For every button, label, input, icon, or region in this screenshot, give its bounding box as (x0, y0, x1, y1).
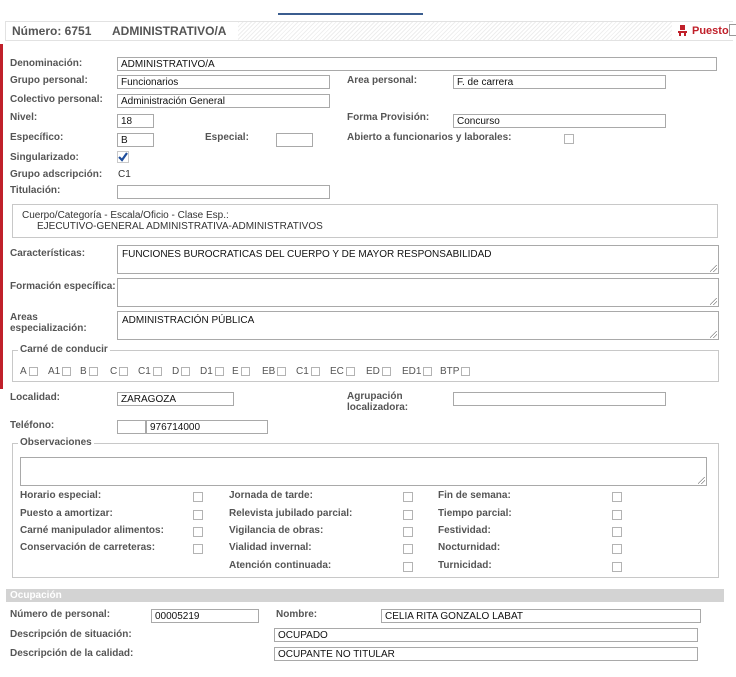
observacion-option-label: Atención continuada: (229, 560, 332, 571)
observacion-option-checkbox[interactable] (403, 510, 413, 520)
observacion-option-checkbox[interactable] (193, 492, 203, 502)
ocupacion-heading: Ocupación (10, 590, 62, 601)
puesto-checkbox[interactable] (729, 24, 736, 36)
area-personal-field[interactable]: F. de carrera (453, 75, 666, 89)
nivel-field[interactable]: 18 (117, 114, 154, 128)
nivel-label: Nivel: (10, 112, 38, 123)
carnet-checkbox[interactable] (215, 367, 224, 376)
singularizado-checkbox[interactable] (117, 151, 129, 163)
areas-textarea[interactable] (117, 311, 719, 340)
grupo-adscripcion-label: Grupo adscripción: (10, 169, 103, 180)
observacion-option-label: Turnicidad: (438, 560, 492, 571)
caracteristicas-textarea[interactable] (117, 245, 719, 274)
forma-provision-label: Forma Provisión: (347, 112, 430, 123)
titulacion-field[interactable] (117, 185, 330, 199)
observacion-option-label: Nocturnidad: (438, 542, 501, 553)
carnet-option (296, 366, 320, 377)
carnet-option (48, 366, 71, 377)
areas-label-line2: especialización: (10, 323, 87, 334)
observacion-option-label: Relevista jubilado parcial: (229, 508, 353, 519)
carnet-checkbox[interactable] (62, 367, 71, 376)
carnet-checkbox[interactable] (346, 367, 355, 376)
nombre-label: Nombre: (276, 609, 318, 620)
carnet-option-label: B (80, 366, 87, 377)
denominacion-field[interactable]: ADMINISTRATIVO/A (117, 57, 717, 71)
carnet-option-label: ED1 (402, 366, 422, 377)
puesto-link[interactable]: Puesto (692, 25, 729, 37)
carnet-legend: Carné de conducir (20, 344, 108, 355)
carnet-option-label: C1 (296, 366, 309, 377)
observacion-option-checkbox[interactable] (403, 527, 413, 537)
carnet-option (110, 366, 128, 377)
area-personal-label: Area personal: (347, 75, 418, 86)
header-number: Número: 6751 (12, 24, 92, 38)
titulacion-label: Titulación: (10, 185, 61, 196)
carnet-option-label: A1 (48, 366, 61, 377)
carnet-option (172, 366, 190, 377)
carnet-checkbox[interactable] (311, 367, 320, 376)
carnet-option-label: D1 (200, 366, 213, 377)
carnet-checkbox[interactable] (89, 367, 98, 376)
carnet-option (440, 366, 470, 377)
localidad-field[interactable]: ZARAGOZA (117, 392, 234, 406)
carnet-checkbox[interactable] (119, 367, 128, 376)
telefono-prefix-field[interactable] (117, 420, 146, 434)
grupo-personal-label: Grupo personal: (10, 75, 88, 86)
resize-grip-icon[interactable] (710, 331, 717, 338)
carnet-option-label: C (110, 366, 118, 377)
formacion-label: Formación específica: (10, 281, 116, 292)
grupo-personal-field[interactable]: Funcionarios (117, 75, 330, 89)
observacion-option-label: Vigilancia de obras: (229, 525, 324, 536)
observacion-option-label: Horario especial: (20, 490, 102, 501)
situacion-field[interactable]: OCUPADO (274, 628, 698, 642)
abierto-label: Abierto a funcionarios y laborales: (347, 132, 512, 143)
carnet-checkbox[interactable] (461, 367, 470, 376)
carnet-checkbox[interactable] (241, 367, 250, 376)
puesto-icon[interactable] (678, 25, 687, 36)
carnet-option (330, 366, 355, 377)
areas-text: ADMINISTRACIÓN PÚBLICA (122, 315, 255, 326)
observacion-option-checkbox[interactable] (403, 562, 413, 572)
carnet-checkbox[interactable] (382, 367, 391, 376)
observacion-option-checkbox[interactable] (612, 510, 622, 520)
abierto-checkbox[interactable] (564, 134, 574, 144)
areas-label-line1: Areas (10, 312, 38, 323)
numero-personal-field[interactable]: 00005219 (151, 609, 259, 623)
observacion-option-checkbox[interactable] (403, 544, 413, 554)
carnet-option (232, 366, 250, 377)
carnet-option-label: EB (262, 366, 276, 377)
grupo-adscripcion-value: C1 (118, 169, 131, 180)
carnet-checkbox[interactable] (423, 367, 432, 376)
left-accent-bar (0, 44, 3, 389)
carnet-option (262, 366, 286, 377)
caracteristicas-label: Características: (10, 248, 86, 259)
carnet-option-label: C1 (138, 366, 151, 377)
especifico-field[interactable]: B (117, 133, 154, 147)
observacion-option-label: Vialidad invernal: (229, 542, 312, 553)
especifico-label: Específico: (10, 132, 64, 143)
carnet-option-label: ED (366, 366, 380, 377)
carnet-option-label: D (172, 366, 180, 377)
especial-label: Especial: (205, 132, 249, 143)
agrupacion-label-line2: localizadora: (347, 402, 409, 413)
observacion-option-label: Tiempo parcial: (438, 508, 512, 519)
observacion-option-checkbox[interactable] (612, 562, 622, 572)
singularizado-label: Singularizado: (10, 152, 79, 163)
observacion-option-checkbox[interactable] (193, 527, 203, 537)
observaciones-textarea[interactable] (20, 457, 707, 486)
header-bar (0, 0, 736, 42)
formacion-textarea[interactable] (117, 278, 719, 307)
colectivo-field[interactable]: Administración General (117, 94, 330, 108)
resize-grip-icon[interactable] (710, 265, 717, 272)
carnet-option-label: A (20, 366, 27, 377)
agrupacion-field[interactable] (453, 392, 666, 406)
localidad-label: Localidad: (10, 392, 61, 403)
carnet-checkbox[interactable] (181, 367, 190, 376)
especial-field[interactable] (276, 133, 313, 147)
denominacion-label: Denominación: (10, 58, 83, 69)
carnet-option (200, 366, 224, 377)
caracteristicas-text: FUNCIONES BUROCRATICAS DEL CUERPO Y DE MAYOR RESPONSABILIDAD (122, 249, 492, 260)
observacion-option-checkbox[interactable] (612, 544, 622, 554)
observacion-option-checkbox[interactable] (612, 527, 622, 537)
observacion-option-label: Festividad: (438, 525, 491, 536)
carnet-option-label: E (232, 366, 239, 377)
carnet-option (20, 366, 38, 377)
observacion-option-label: Carné manipulador alimentos: (20, 525, 164, 536)
telefono-field[interactable]: 976714000 (146, 420, 268, 434)
agrupacion-label-line1: Agrupación (347, 391, 403, 402)
observacion-option-label: Conservación de carreteras: (20, 542, 156, 553)
nombre-field[interactable]: CELIA RITA GONZALO LABAT (381, 609, 701, 623)
resize-grip-icon[interactable] (698, 477, 705, 484)
telefono-label: Teléfono: (10, 420, 55, 431)
resize-grip-icon[interactable] (710, 298, 717, 305)
carnet-checkbox[interactable] (153, 367, 162, 376)
calidad-field[interactable]: OCUPANTE NO TITULAR (274, 647, 698, 661)
carnet-option (138, 366, 162, 377)
colectivo-label: Colectivo personal: (10, 94, 103, 105)
carnet-option (80, 366, 98, 377)
observacion-option-checkbox[interactable] (612, 492, 622, 502)
observacion-option-checkbox[interactable] (193, 510, 203, 520)
carnet-checkbox[interactable] (29, 367, 38, 376)
carnet-option-label: BTP (440, 366, 460, 377)
observacion-option-checkbox[interactable] (403, 492, 413, 502)
calidad-label: Descripción de la calidad: (10, 648, 134, 659)
observacion-option-checkbox[interactable] (193, 544, 203, 554)
carnet-option (402, 366, 432, 377)
ocupacion-section-bar (6, 589, 724, 602)
observaciones-legend: Observaciones (20, 437, 92, 448)
forma-provision-field[interactable]: Concurso (453, 114, 666, 128)
cuerpo-value: EJECUTIVO-GENERAL ADMINISTRATIVA-ADMINISTRATIVOS (37, 221, 323, 232)
carnet-checkbox[interactable] (277, 367, 286, 376)
carnet-option-label: EC (330, 366, 344, 377)
observacion-option-label: Puesto a amortizar: (20, 508, 113, 519)
numero-personal-label: Número de personal: (10, 609, 111, 620)
observacion-option-label: Jornada de tarde: (229, 490, 313, 501)
observacion-option-label: Fin de semana: (438, 490, 511, 501)
carnet-option (366, 366, 391, 377)
situacion-label: Descripción de situación: (10, 629, 132, 640)
page-title: ADMINISTRATIVO/A (112, 24, 227, 38)
cuerpo-heading: Cuerpo/Categoría - Escala/Oficio - Clase Esp.: (22, 210, 229, 221)
